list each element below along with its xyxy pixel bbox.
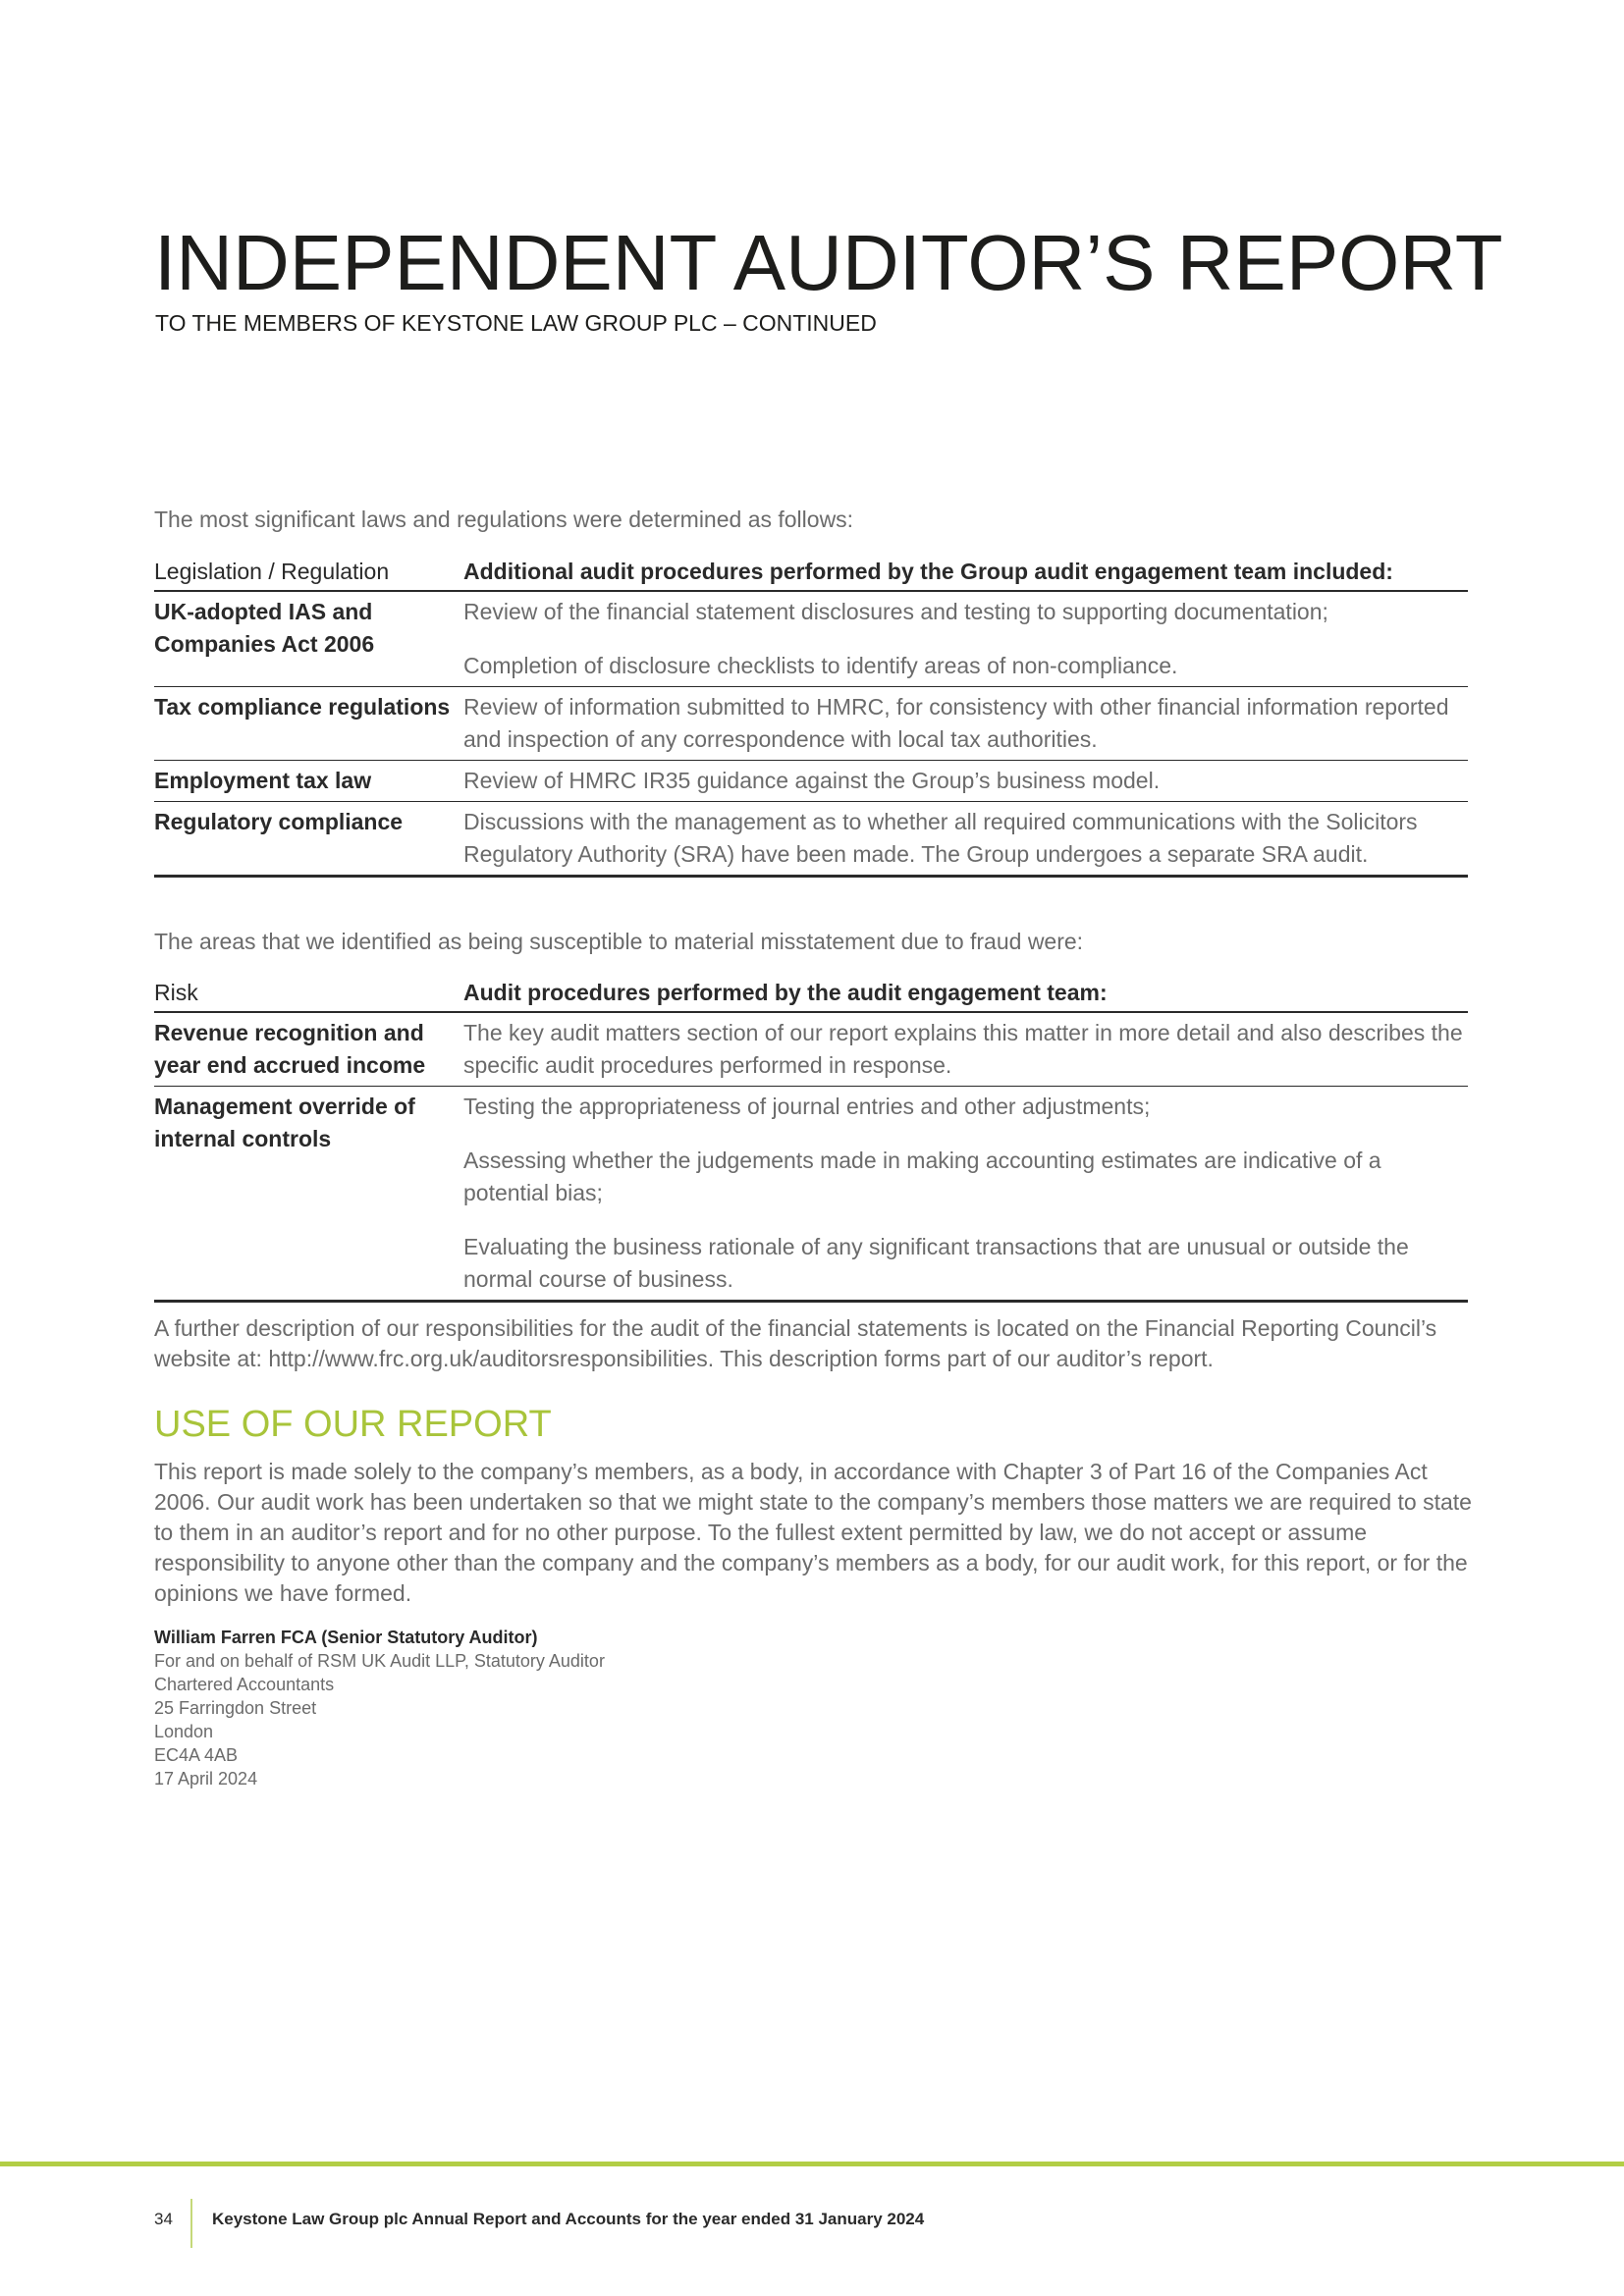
law-name: Regulatory compliance (154, 802, 463, 877)
laws-header-procedures: Additional audit procedures performed by the Group audit engagement team included: (463, 556, 1468, 591)
signature-line: London (154, 1722, 214, 1741)
laws-table (154, 556, 1468, 878)
signature-block (154, 1626, 605, 1790)
footer-rule (0, 2162, 1624, 2166)
signature-line: For and on behalf of RSM UK Audit LLP, Statutory Auditor (154, 1651, 605, 1671)
law-name: Tax compliance regulations (154, 687, 463, 761)
procedure-item: Discussions with the management as to whether all required communications with the Solicitors Regulatory Authority (SRA) have been made. The Group undergoes a separate SRA audit. (463, 809, 1418, 867)
risk-name: Revenue recognition and year end accrued income (154, 1012, 463, 1087)
law-name: UK-adopted IAS and Companies Act 2006 (154, 591, 463, 687)
signature-line: 25 Farringdon Street (154, 1698, 317, 1718)
law-procedures (463, 761, 1468, 802)
law-procedures (463, 591, 1468, 687)
page-number: 34 (154, 2210, 173, 2228)
procedure-item: Review of information submitted to HMRC, for consistency with other financial information reported and inspection of any correspondence with local tax authorities. (463, 694, 1449, 752)
table-row (154, 802, 1468, 877)
procedure-item: Review of the financial statement disclosures and testing to supporting documentation; (463, 599, 1328, 624)
procedure-item: Testing the appropriateness of journal entries and other adjustments; (463, 1094, 1151, 1119)
use-of-report-body: This report is made solely to the company’s members, as a body, in accordance with Chapter 3 of Part 16 of the Companies Act 2006. Our audit work has been undertaken so that we might state to the company’s members those matters we are required to state to them in an auditor’s report and for no other purpose. To the fullest extent permitted by law, we do not accept or assume responsibility to anyone other than the company and the company’s members as a body, for our audit work, for this report, or for the opinions we have formed. (154, 1459, 1472, 1606)
table-row (154, 1087, 1468, 1302)
page-subtitle: TO THE MEMBERS OF KEYSTONE LAW GROUP PLC – CONTINUED (155, 310, 877, 336)
fraud-header-procedures: Audit procedures performed by the audit engagement team: (463, 977, 1468, 1012)
laws-header-legislation: Legislation / Regulation (154, 556, 463, 591)
law-procedures (463, 802, 1468, 877)
auditor-name: William Farren FCA (Senior Statutory Auditor) (154, 1628, 538, 1647)
procedure-item: The key audit matters section of our report explains this matter in more detail and also describes the specific audit procedures performed in response. (463, 1020, 1463, 1078)
law-procedures (463, 687, 1468, 761)
laws-intro: The most significant laws and regulations were determined as follows: (154, 507, 854, 532)
fraud-header-risk: Risk (154, 977, 463, 1012)
procedure-item: Completion of disclosure checklists to identify areas of non-compliance. (463, 653, 1178, 678)
procedure-item: Assessing whether the judgements made in making accounting estimates are indicative of a potential bias; (463, 1148, 1381, 1205)
further-description: A further description of our responsibilities for the audit of the financial statements is located on the Financial Reporting Council’s website at: http://www.frc.org.uk/auditorsresponsibilities. This description forms part of our auditor’s report. (154, 1315, 1437, 1371)
footer-text: Keystone Law Group plc Annual Report and Accounts for the year ended 31 January 2024 (212, 2210, 925, 2228)
table-row (154, 1012, 1468, 1087)
procedure-item: Review of HMRC IR35 guidance against the Group’s business model. (463, 768, 1161, 793)
fraud-intro: The areas that we identified as being susceptible to material misstatement due to fraud were: (154, 929, 1084, 954)
risk-name: Management override of internal controls (154, 1087, 463, 1302)
table-row (154, 591, 1468, 687)
law-name: Employment tax law (154, 761, 463, 802)
risk-procedures (463, 1087, 1468, 1302)
footer-divider (190, 2199, 192, 2248)
page-title: INDEPENDENT AUDITOR’S REPORT (154, 219, 1503, 306)
signature-line: Chartered Accountants (154, 1675, 335, 1694)
table-row (154, 761, 1468, 802)
fraud-table (154, 977, 1468, 1303)
signature-date: 17 April 2024 (154, 1769, 258, 1789)
risk-procedures (463, 1012, 1468, 1087)
use-of-report-heading: USE OF OUR REPORT (154, 1404, 552, 1445)
table-row (154, 687, 1468, 761)
signature-line: EC4A 4AB (154, 1745, 239, 1765)
procedure-item: Evaluating the business rationale of any significant transactions that are unusual or outside the normal course of business. (463, 1234, 1409, 1292)
